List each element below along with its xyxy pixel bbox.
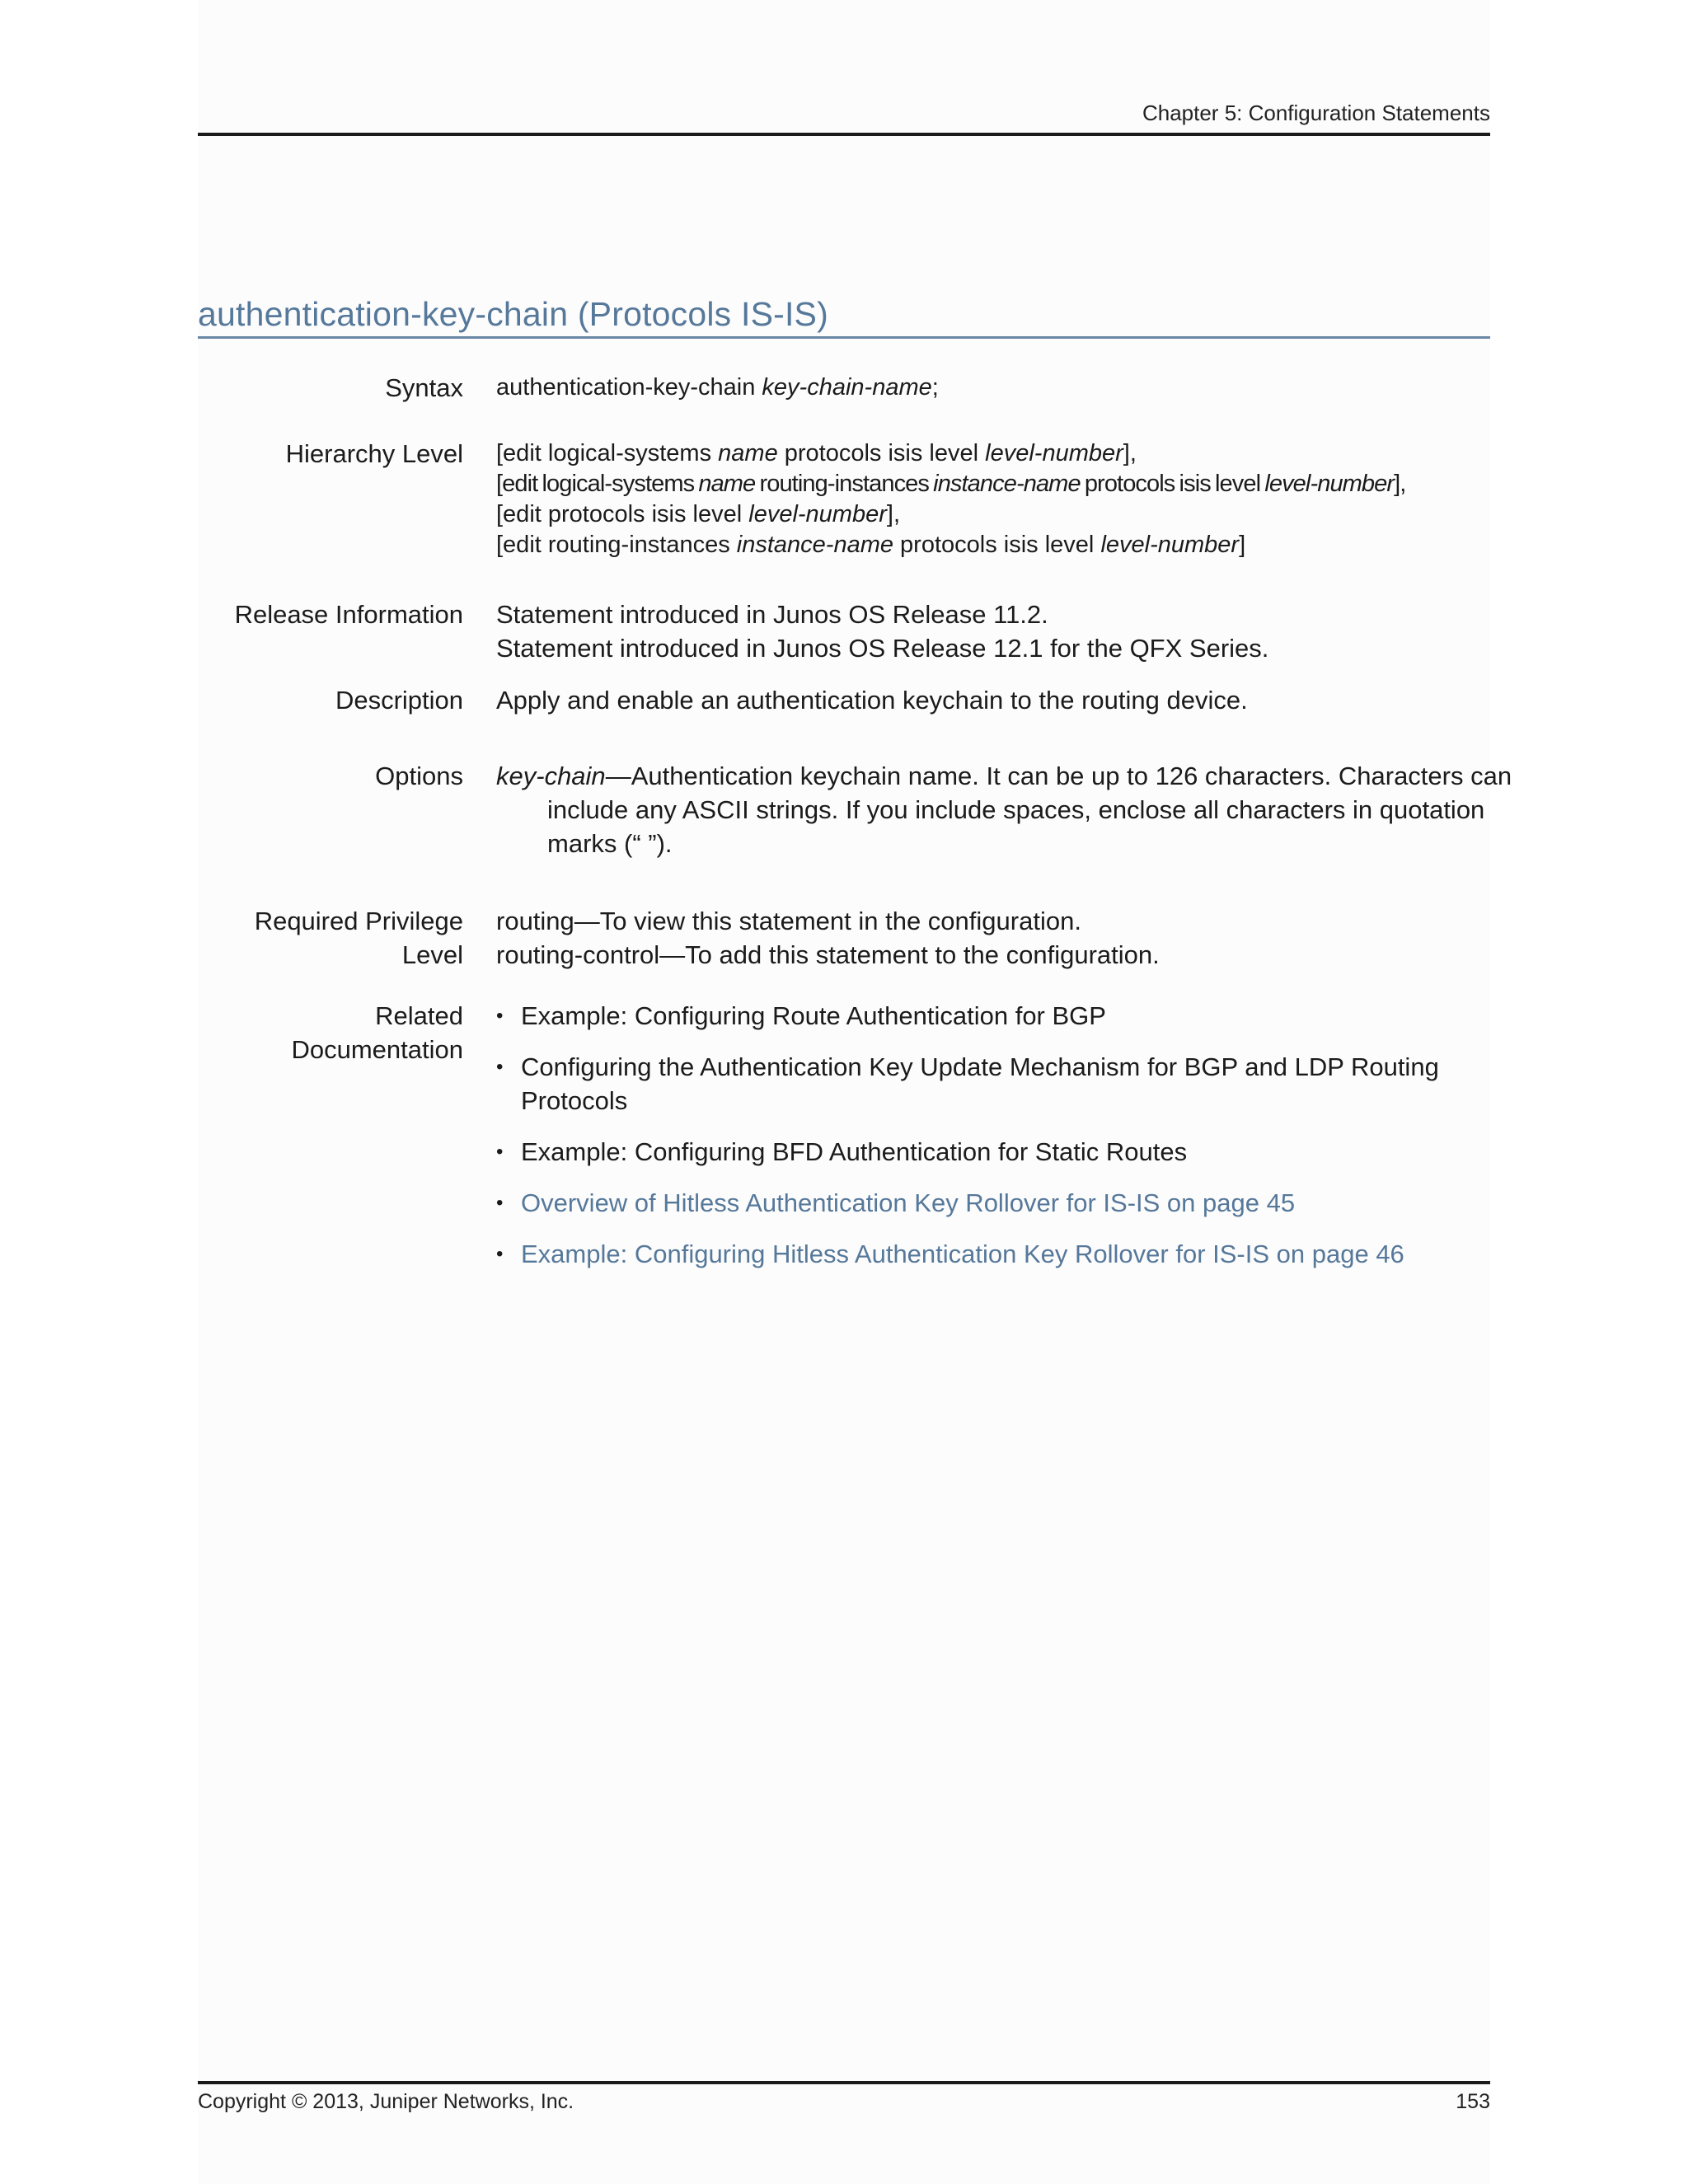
header-rule (198, 133, 1490, 136)
section-title: authentication-key-chain (Protocols IS-IS) (198, 295, 828, 333)
page-number: 153 (1456, 2090, 1490, 2113)
release-line: Statement introduced in Junos OS Release 12.1 for the QFX Series. (496, 634, 1269, 663)
description-value: Apply and enable an authentication keychain to the routing device. (496, 686, 1248, 715)
related-item: • Example: Configuring BFD Authentication for Static Routes (496, 1135, 1490, 1169)
related-item: • Configuring the Authentication Key Update Mechanism for BGP and LDP Routing Protocols (496, 1050, 1490, 1118)
option-term: key-chain (496, 762, 606, 790)
running-header: Chapter 5: Configuration Statements (1142, 101, 1490, 125)
footer-copyright: Copyright © 2013, Juniper Networks, Inc. (198, 2090, 574, 2113)
hierarchy-values (496, 438, 1490, 560)
syntax-end: ; (931, 374, 939, 401)
privilege-line: routing—To view this statement in the configuration. (496, 907, 1081, 935)
hierarchy-line: [edit protocols isis level level-number], (496, 501, 901, 527)
privilege-values (496, 904, 1490, 972)
syntax-label: Syntax (385, 373, 463, 402)
related-item: • Example: Configuring Route Authentication for BGP (496, 999, 1490, 1033)
options-label: Options (375, 762, 463, 790)
related-list (496, 999, 1490, 1271)
release-values (496, 598, 1490, 665)
related-link[interactable]: • Example: Configuring Hitless Authentication Key Rollover for IS-IS on page 46 (496, 1237, 1490, 1271)
hierarchy-label: Hierarchy Level (285, 439, 463, 468)
option-text: —Authentication keychain name. It can be up to 126 characters. Characters can include any ASCII strings. If you include spaces, enclose all characters in quotation marks (“ ”). (547, 762, 1512, 858)
privilege-line: routing-control—To add this statement to the configuration. (496, 940, 1160, 969)
hierarchy-line: [edit routing-instances instance-name protocols isis level level-number] (496, 532, 1246, 558)
release-label: Release Information (234, 600, 463, 629)
options-value (496, 759, 1541, 860)
syntax-param: key-chain-name (762, 374, 932, 401)
syntax-statement: authentication-key-chain (496, 374, 762, 401)
footer-rule (198, 2081, 1490, 2084)
hierarchy-line: [edit logical-systems name routing-instances instance-name protocols isis level level-number], (496, 471, 1406, 497)
related-values (496, 999, 1490, 1288)
related-label: Related Documentation (291, 1001, 463, 1064)
related-link[interactable]: • Overview of Hitless Authentication Key Rollover for IS-IS on page 45 (496, 1186, 1490, 1220)
privilege-label: Required Privilege Level (254, 907, 463, 969)
release-line: Statement introduced in Junos OS Release 11.2. (496, 600, 1048, 629)
title-rule (198, 336, 1490, 339)
hierarchy-line: [edit logical-systems name protocols isis level level-number], (496, 440, 1137, 466)
syntax-value (496, 373, 1490, 403)
description-label: Description (335, 686, 463, 715)
